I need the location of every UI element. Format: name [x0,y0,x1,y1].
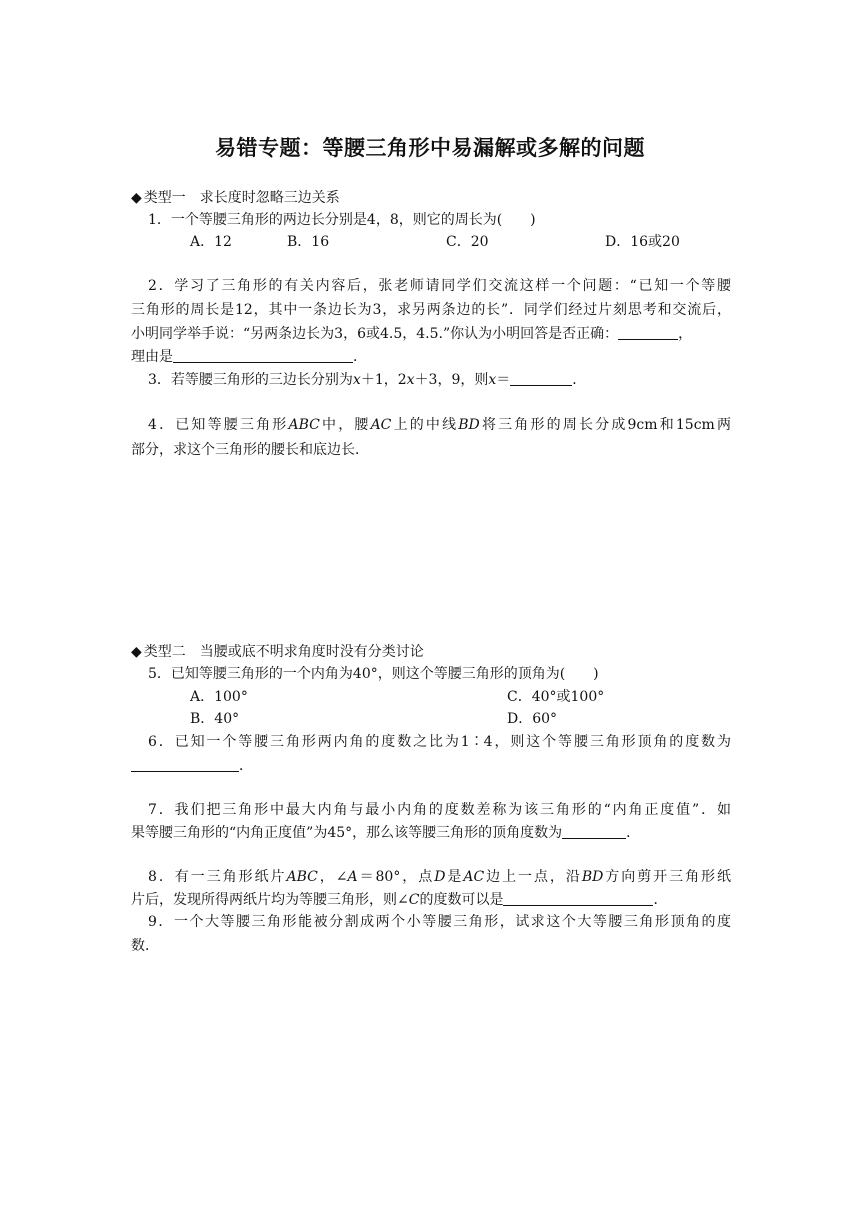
text-span: 边上一点，沿 [484,869,582,885]
question-2-line-1: 2．学习了三角形的有关内容后，张老师请同学们交流这样一个问题：“已知一个等腰 [148,278,731,294]
question-4-line-1 [148,414,731,436]
q5-option-b: B．40° [190,711,240,727]
text-span: 果等腰三角形的“内角正度值”为45°，那么该等腰三角形的顶角度数为 [131,825,563,841]
question-2-line-3 [131,323,731,345]
text-span: ， [678,326,693,342]
question-8-line-2 [131,889,731,911]
question-1: 1．一个等腰三角形的两边长分别是4，8，则它的周长为( ) [148,212,536,228]
text-span: C [408,892,420,908]
text-span: ＝ [496,372,511,388]
diamond-bullet-icon: ◆ [131,190,142,206]
answer-blank [131,757,239,772]
answer-blank [503,891,653,906]
answer-blank [562,824,626,839]
text-span: 理由是 [131,349,173,365]
text-span: 8．有一三角形纸片 [148,869,287,885]
question-9-line-2: 数． [131,938,159,954]
section-heading-2 [131,641,731,663]
q1-option-d: D．16或20 [605,234,680,250]
answer-blank [618,325,678,340]
text-span: AC [463,869,485,885]
diamond-bullet-icon: ◆ [131,644,142,660]
text-span: ＝80°，点 [357,869,435,885]
text-span: x [352,372,361,388]
text-span: ． [353,349,367,365]
text-span: x [488,372,497,388]
section-heading-1 [131,187,731,209]
question-4-line-2: 部分，求这个三角形的腰长和底边长． [131,442,369,458]
text-span: 上的中线 [391,417,459,433]
text-span: ＋3，9，则 [414,372,489,388]
text-span: ． [572,372,587,388]
text-span: 的度数可以是 [419,892,504,908]
text-span: x [406,372,415,388]
text-span: ． [626,825,641,841]
text-span: 类型一 求长度时忽略三边关系 [143,190,340,206]
text-span: 将三角形的周长分成9cm和15cm两 [479,417,731,433]
text-span: BD [581,869,604,885]
q1-option-b: B．16 [287,234,330,250]
question-3 [148,369,731,391]
text-span: ． [653,892,668,908]
question-6-line-2 [131,755,731,777]
question-5: 5．已知等腰三角形的一个内角为40°，则这个等腰三角形的顶角为( ) [148,666,599,682]
text-span: ＋1，2 [360,372,407,388]
text-span: 3．若等腰三角形的三边长分别为 [148,372,353,388]
question-7-line-2 [131,822,731,844]
q1-option-c: C．20 [446,234,489,250]
question-8-line-1 [148,866,731,888]
page-title: 易错专题：等腰三角形中易漏解或多解的问题 [215,136,645,160]
q1-option-a: A．12 [190,234,232,250]
text-span: BD [458,417,480,433]
text-span: ，∠ [317,869,348,885]
text-span: ABC [286,869,318,885]
question-6-line-1: 6．已知一个等腰三角形两内角的度数之比为1∶4，则这个等腰三角形顶角的度数为 [148,734,731,750]
answer-blank [510,371,572,386]
text-span: 方向剪开三角形纸 [603,869,731,885]
text-span: 小明同学举手说：“另两条边长为3，6或4.5，4.5.”你认为小明回答是否正确： [131,326,619,342]
question-9-line-1: 9．一个大等腰三角形能被分割成两个小等腰三角形，试求这个大等腰三角形顶角的度 [148,914,731,930]
text-span: 类型二 当腰或底不明求角度时没有分类讨论 [143,644,424,660]
text-span: 是 [445,869,464,885]
question-2-line-2: 三角形的周长是12，其中一条边长为3，求另两条边的长”．同学们经过片刻思考和交流后， [131,302,731,318]
q5-option-d: D．60° [507,711,558,727]
text-span: ． [239,758,253,774]
q5-option-a: A．100° [190,689,248,705]
question-7-line-1: 7．我们把三角形中最大内角与最小内角的度数差称为该三角形的“内角正度值”．如 [148,802,731,818]
text-span: 中，腰 [319,417,371,433]
question-2-line-4 [131,346,731,368]
text-span: 片后，发现所得两纸片均为等腰三角形，则∠ [131,892,409,908]
text-span: 4．已知等腰三角形 [148,417,289,433]
text-span: AC [370,417,392,433]
answer-blank [173,348,353,363]
text-span: A [347,869,358,885]
text-span: D [434,869,446,885]
q5-option-c: C．40°或100° [507,689,605,705]
text-span: ABC [288,417,320,433]
